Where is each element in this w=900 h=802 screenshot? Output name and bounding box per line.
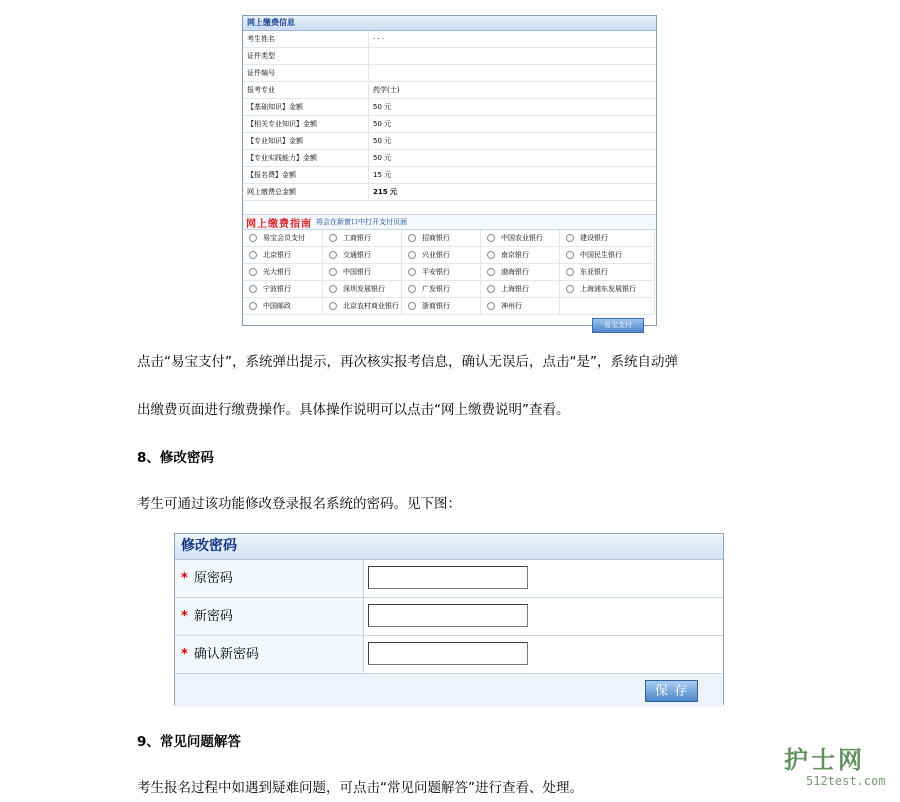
- payment-info-label: 【相关专业知识】金额: [243, 116, 369, 132]
- payment-info-row: [243, 184, 656, 201]
- radio-button-icon[interactable]: [408, 251, 416, 259]
- payment-footer: [243, 315, 656, 333]
- radio-button-icon[interactable]: [329, 285, 337, 293]
- payment-guide-bar: [243, 214, 656, 230]
- payment-info-row: [243, 99, 656, 116]
- radio-button-icon[interactable]: [566, 234, 574, 242]
- bank-option-label: 中国民生银行: [580, 251, 622, 259]
- instruction-paragraph-2: 出缴费页面进行缴费操作。具体操作说明可以点击“网上缴费说明”查看。: [137, 402, 570, 418]
- radio-button-icon[interactable]: [249, 251, 257, 259]
- payment-guide-note: 将会在新窗口中打开支付页面: [316, 218, 407, 226]
- bank-option[interactable]: [402, 281, 481, 298]
- new-password-input[interactable]: [368, 604, 528, 627]
- radio-button-icon[interactable]: [249, 268, 257, 276]
- payment-guide-title: 网上缴费指南: [246, 218, 312, 230]
- change-password-panel: [174, 533, 724, 705]
- confirm-password-row: [175, 636, 723, 674]
- watermark-url-text: 512test.com: [806, 774, 886, 788]
- radio-button-icon[interactable]: [408, 285, 416, 293]
- payment-info-label: 【专业知识】金额: [243, 133, 369, 149]
- radio-button-icon[interactable]: [249, 285, 257, 293]
- payment-info-label: 【基础知识】金额: [243, 99, 369, 115]
- bank-option[interactable]: [323, 281, 402, 298]
- bank-option[interactable]: [560, 247, 655, 264]
- bank-option-label: 南京银行: [501, 251, 529, 259]
- bank-option[interactable]: [243, 281, 323, 298]
- bank-option-label: 建设银行: [580, 234, 608, 242]
- section-heading-change-password: 8、修改密码: [137, 450, 214, 466]
- radio-button-icon[interactable]: [408, 234, 416, 242]
- bank-option[interactable]: [402, 264, 481, 281]
- bank-option-label: 广发银行: [422, 285, 450, 293]
- bank-option[interactable]: [323, 247, 402, 264]
- required-mark: *: [181, 647, 188, 662]
- payment-info-label: 证件编号: [243, 65, 369, 81]
- site-watermark-logo: [764, 740, 894, 800]
- confirm-password-input[interactable]: [368, 642, 528, 665]
- radio-button-icon[interactable]: [566, 251, 574, 259]
- radio-button-icon[interactable]: [329, 251, 337, 259]
- bank-option-label: 宁波银行: [263, 285, 291, 293]
- bank-option-label: 兴业银行: [422, 251, 450, 259]
- bank-option[interactable]: [243, 230, 323, 247]
- bank-option-label: 北京农村商业银行: [343, 302, 399, 310]
- watermark-main-text: 护士网: [784, 746, 865, 774]
- payment-info-table: [243, 31, 656, 201]
- bank-option-label: 平安银行: [422, 268, 450, 276]
- payment-info-value: 15 元: [373, 171, 392, 179]
- bank-option-label: 上海浦东发展银行: [580, 285, 636, 293]
- bank-option[interactable]: [481, 247, 560, 264]
- bank-option[interactable]: [402, 298, 481, 315]
- payment-info-label: 考生姓名: [243, 31, 369, 47]
- payment-info-label: 报考专业: [243, 82, 369, 98]
- payment-info-row: [243, 167, 656, 184]
- radio-button-icon[interactable]: [487, 302, 495, 310]
- payment-info-panel: [242, 15, 657, 329]
- bank-option-label: 东亚银行: [580, 268, 608, 276]
- radio-button-icon[interactable]: [566, 285, 574, 293]
- old-password-value-cell: [364, 560, 723, 597]
- required-mark: *: [181, 571, 188, 586]
- confirm-password-label: 确认新密码: [193, 647, 259, 662]
- bank-option[interactable]: [560, 230, 655, 247]
- old-password-label: 原密码: [193, 571, 233, 586]
- radio-button-icon[interactable]: [487, 234, 495, 242]
- bank-option-label: 易宝会员支付: [263, 234, 305, 242]
- bank-option[interactable]: [243, 247, 323, 264]
- radio-button-icon[interactable]: [566, 268, 574, 276]
- new-password-label: 新密码: [193, 609, 233, 624]
- radio-button-icon[interactable]: [329, 302, 337, 310]
- payment-info-row: [243, 65, 656, 82]
- payment-info-value: 药学(士): [373, 86, 400, 94]
- section-heading-faq: 9、常见问题解答: [137, 734, 241, 750]
- payment-info-row: [243, 133, 656, 150]
- bank-option[interactable]: [481, 281, 560, 298]
- new-password-label-cell: [175, 598, 364, 635]
- instruction-paragraph-4: 考生报名过程中如遇到疑难问题，可点击“常见问题解答”进行查看、处理。: [137, 780, 583, 796]
- old-password-input[interactable]: [368, 566, 528, 589]
- payment-info-value: 50 元: [373, 137, 392, 145]
- radio-button-icon[interactable]: [329, 268, 337, 276]
- payment-info-value: 215 元: [373, 188, 398, 196]
- bank-options-grid: [243, 230, 656, 315]
- bank-option[interactable]: [481, 230, 560, 247]
- bank-option[interactable]: [481, 264, 560, 281]
- old-password-label-cell: [175, 560, 364, 597]
- radio-button-icon[interactable]: [408, 302, 416, 310]
- payment-info-row: [243, 31, 656, 48]
- confirm-password-label-cell: [175, 636, 364, 673]
- bank-option-label: 交通银行: [343, 251, 371, 259]
- bank-option[interactable]: [243, 264, 323, 281]
- payment-info-value: 50 元: [373, 120, 392, 128]
- bank-option[interactable]: [402, 230, 481, 247]
- payment-info-row: [243, 116, 656, 133]
- save-button[interactable]: 保存: [645, 680, 698, 702]
- payment-info-row: [243, 82, 656, 99]
- new-password-value-cell: [364, 598, 723, 635]
- bank-option[interactable]: [323, 230, 402, 247]
- bank-option[interactable]: [481, 298, 560, 315]
- payment-info-row: [243, 48, 656, 65]
- bank-option-label: 中国银行: [343, 268, 371, 276]
- old-password-row: [175, 560, 723, 598]
- payment-info-title: 网上缴费信息: [243, 16, 656, 31]
- payment-info-row: [243, 150, 656, 167]
- bank-option[interactable]: [323, 298, 402, 315]
- payment-info-value: [369, 48, 656, 64]
- instruction-paragraph-3: 考生可通过该功能修改登录报名系统的密码。见下图：: [137, 496, 461, 512]
- bank-option-label: 渤海银行: [501, 268, 529, 276]
- bank-option-label: 北京银行: [263, 251, 291, 259]
- change-password-footer: [175, 674, 723, 707]
- bank-option[interactable]: [560, 281, 655, 298]
- bank-option[interactable]: [243, 298, 323, 315]
- payment-info-value: [369, 65, 656, 81]
- bank-option: [560, 298, 655, 315]
- new-password-row: [175, 598, 723, 636]
- yeepay-button[interactable]: 易宝支付: [592, 318, 644, 333]
- confirm-password-value-cell: [364, 636, 723, 673]
- instruction-paragraph-1: 点击“易宝支付”，系统弹出提示，再次核实报考信息，确认无误后，点击“是”，系统自动弹: [137, 354, 678, 370]
- payment-info-label: 证件类型: [243, 48, 369, 64]
- bank-option-label: 神州行: [501, 302, 522, 310]
- bank-option[interactable]: [402, 247, 481, 264]
- bank-option-label: 工商银行: [343, 234, 371, 242]
- bank-option-label: 中国邮政: [263, 302, 291, 310]
- bank-option[interactable]: [323, 264, 402, 281]
- radio-button-icon[interactable]: [249, 302, 257, 310]
- payment-info-label: 【专业实践能力】金额: [243, 150, 369, 166]
- payment-info-label: 【报名费】金额: [243, 167, 369, 183]
- bank-option-label: 中国农业银行: [501, 234, 543, 242]
- payment-info-label: 网上缴费总金额: [243, 184, 369, 200]
- required-mark: *: [181, 609, 188, 624]
- radio-button-icon[interactable]: [408, 268, 416, 276]
- radio-button-icon[interactable]: [329, 234, 337, 242]
- bank-option-label: 上海银行: [501, 285, 529, 293]
- payment-info-value: 50 元: [373, 103, 392, 111]
- radio-button-icon[interactable]: [249, 234, 257, 242]
- radio-button-icon[interactable]: [487, 251, 495, 259]
- bank-option-label: 招商银行: [422, 234, 450, 242]
- radio-button-icon[interactable]: [487, 268, 495, 276]
- radio-button-icon[interactable]: [487, 285, 495, 293]
- bank-option-label: 深圳发展银行: [343, 285, 385, 293]
- payment-info-value: 50 元: [373, 154, 392, 162]
- change-password-title: 修改密码: [175, 534, 723, 560]
- bank-option-label: 浙商银行: [422, 302, 450, 310]
- payment-info-value: · · ·: [373, 35, 385, 43]
- bank-option-label: 光大银行: [263, 268, 291, 276]
- bank-option[interactable]: [560, 264, 655, 281]
